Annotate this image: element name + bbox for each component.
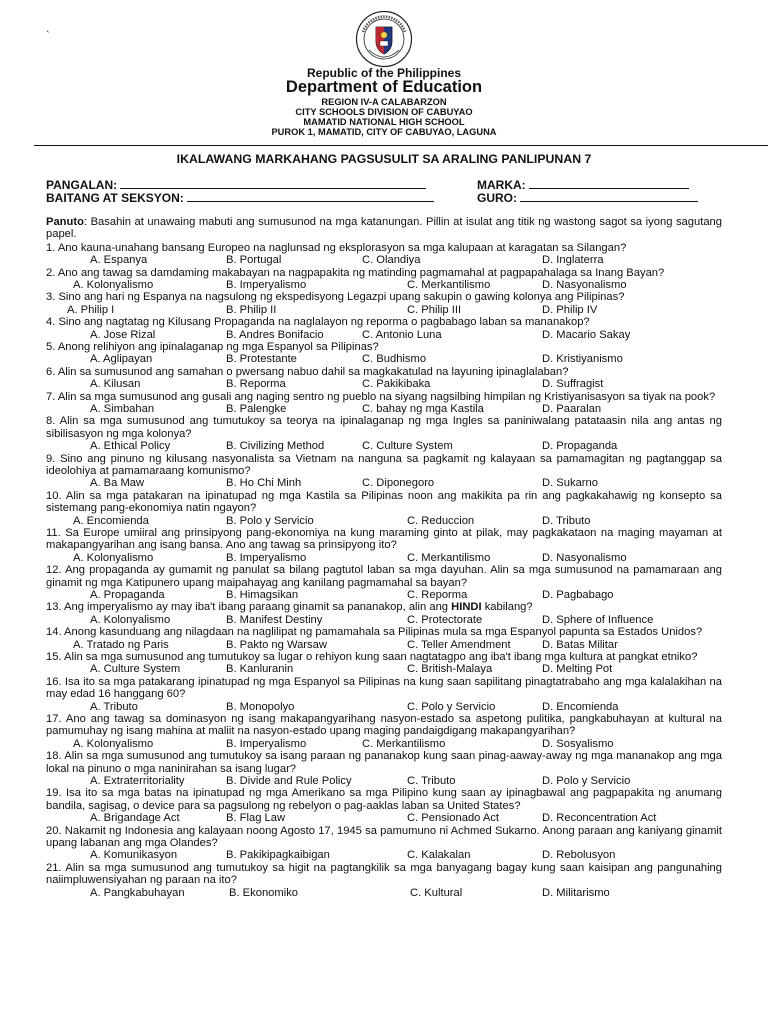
question-options: [46, 353, 722, 365]
question-options: [46, 440, 722, 452]
option-c[interactable]: C. Antonio Luna: [362, 328, 442, 341]
option-a[interactable]: A. Komunikasyon: [90, 849, 178, 862]
option-b[interactable]: B. Kanluranin: [226, 663, 294, 676]
option-b[interactable]: B. Reporma: [226, 378, 286, 391]
score-field[interactable]: [477, 178, 689, 192]
option-b[interactable]: B. Divide and Rule Policy: [226, 775, 352, 788]
option-a[interactable]: A. Simbahan: [90, 403, 155, 415]
option-c[interactable]: C. Budhismo: [362, 353, 427, 366]
question-text: 11. Sa Europe umiiral ang prinsipyong pang-ekonomiya na kung maraming ginto at pilak, may pagkakataon na maging mayaman at makapangyarihan ang isang bansa. Ano ang tawag sa prinsipyong ito?: [46, 527, 722, 552]
instructions-text: : Basahin at unawaing mabuti ang sumusunod na mga katanungan. Pillin at isulat ang titik ng wastong sagot sa iyong sagutang papel.: [46, 216, 722, 241]
instructions-label: Panuto: [46, 216, 84, 228]
option-d[interactable]: D. Nasyonalismo: [542, 279, 627, 292]
question-options: [46, 403, 722, 415]
option-c[interactable]: C. Kultural: [410, 886, 463, 899]
option-a[interactable]: A. Tributo: [90, 700, 138, 713]
question-options: [46, 304, 722, 316]
option-c[interactable]: C. Kalakalan: [407, 849, 471, 862]
option-b[interactable]: B. Manifest Destiny: [226, 613, 323, 626]
question-text: 19. Isa ito sa mga batas na ipinatupad ng mga Amerikano sa mga Pilipino kung saan ay ipinagbawal ang pagpapakita ng anumang bandila, sagisag, o device para sa pagsulong ng rebelyon o pag-aaklas laban sa United States?: [46, 787, 722, 812]
option-c[interactable]: C. Merkantilismo: [407, 551, 491, 564]
option-c[interactable]: C. Merkantilismo: [362, 737, 446, 750]
name-label: PANGALAN:: [46, 178, 118, 192]
option-a[interactable]: A. Philip I: [67, 303, 115, 316]
question-text: 6. Alin sa sumusunod ang samahan o pwersang nabuo dahil sa magkakatulad na layuning ipinaglalaban?: [46, 365, 569, 378]
question-options: [46, 614, 722, 626]
question-options: [46, 738, 722, 750]
question-options: [46, 887, 722, 899]
deped-seal-logo: [355, 10, 413, 68]
name-blank[interactable]: [120, 178, 426, 189]
option-a[interactable]: A. Ba Maw: [90, 477, 145, 490]
section-field[interactable]: [46, 191, 434, 205]
option-a[interactable]: A. Kolonyalismo: [90, 613, 171, 626]
question-text: 1. Ano kauna-unahang bansang Europeo na naglunsad ng eksplorasyon sa mga kalupaan at karagatan sa Silangan?: [46, 241, 627, 254]
option-b[interactable]: B. Imperyalismo: [226, 737, 307, 750]
teacher-field[interactable]: [477, 191, 698, 205]
option-a[interactable]: A. Ethical Policy: [90, 440, 171, 453]
region-line: REGION IV-A CALABARZON: [321, 97, 447, 107]
option-c[interactable]: C. Olandiya: [362, 254, 421, 267]
department-title: Department of Education: [285, 78, 483, 96]
option-b[interactable]: B. Polo y Servicio: [226, 514, 314, 527]
question-text: 8. Alin sa mga sumusunod ang tumutukoy sa teorya na ipinalaganap ng mga Ingles sa paniniwalang patataasin nila ang antas ng sibilisasyon ng mga kolonya?: [46, 415, 722, 440]
option-a[interactable]: A. Kilusan: [90, 378, 141, 391]
division-line: CITY SCHOOLS DIVISION OF CABUYAO: [295, 107, 473, 117]
option-d[interactable]: D. Reconcentration Act: [542, 812, 657, 825]
score-blank[interactable]: [529, 178, 689, 189]
republic-line: Republic of the Philippines: [306, 66, 461, 80]
header-divider: [34, 145, 768, 146]
option-a[interactable]: A. Kolonyalismo: [73, 551, 154, 564]
option-c[interactable]: C. Protectorate: [407, 613, 483, 626]
question-text: 10. Alin sa mga patakaran na ipinatupad ng mga Kastila sa Pilipinas noon ang makikita pa rin ang pagkakahawig ng konsepto sa sistemang pang-ekonomiya natin ngayon?: [46, 489, 722, 515]
option-d[interactable]: D. Philip IV: [542, 303, 598, 316]
question-text-part: 13. Ang imperyalismo ay may iba't ibang paraang ginamit sa pananakop, alin ang: [46, 601, 452, 614]
option-d[interactable]: D. Pagbabago: [542, 589, 614, 602]
option-a[interactable]: A. Tratado ng Paris: [73, 638, 169, 651]
question-options: [46, 378, 722, 390]
option-b[interactable]: B. Ho Chi Minh: [226, 477, 302, 490]
option-d[interactable]: D. Rebolusyon: [542, 849, 616, 862]
option-c[interactable]: C. Philip III: [407, 303, 462, 316]
option-a[interactable]: A. Propaganda: [90, 589, 165, 602]
option-d[interactable]: D. Batas Militar: [542, 638, 618, 651]
option-d[interactable]: D. Kristiyanismo: [542, 353, 623, 366]
question-text: 18. Alin sa mga sumusunod ang tumutukoy sa isang paraan ng pananakop kung saan pinag-aaway-away ng mga mananakop ang mga lokal na pinuno o mga naninirahan sa isang lugar?: [46, 750, 722, 775]
question-emphasis: HINDI: [451, 601, 482, 614]
option-b[interactable]: B. Monopolyo: [226, 700, 295, 713]
option-c[interactable]: C. Diponegoro: [362, 477, 435, 490]
section-label: BAITANG AT SEKSYON:: [46, 191, 184, 205]
option-a[interactable]: A. Pangkabuhayan: [90, 886, 185, 899]
question-options: [46, 701, 722, 713]
exam-body: [46, 216, 722, 899]
option-d[interactable]: D. Sosyalismo: [542, 737, 614, 750]
option-b[interactable]: B. Civilizing Method: [226, 440, 325, 453]
question-text: 9. Sino ang pinuno ng kilusang nasyonalista sa Vietnam na nanguna sa pagkamit ng kalayaan sa pamamagitan ng pagtanggap sa ideolohiya at pamamaraang komunismo?: [46, 452, 722, 477]
option-d[interactable]: D. Polo y Servicio: [542, 775, 631, 788]
question-text: 12. Ang propaganda ay gumamit ng panulat sa bilang pagtutol laban sa mga dayuhan. Alin sa mga sumusunod na pamamaraan ang ginamit ng mga Katipunero upang maipahayag ang kanilang pagmamahal sa bayan?: [46, 564, 722, 589]
question-options: [46, 552, 722, 564]
option-d[interactable]: D. Paaralan: [542, 403, 602, 415]
question-options: [46, 639, 722, 651]
question-text: 7. Alin sa mga sumusunod ang gusali ang naging sentro ng pueblo na siyang nagsilbing himpilan ng Kristiyanisasyon sa tiyak na pook?: [46, 390, 716, 403]
option-c[interactable]: C. Tributo: [407, 775, 456, 788]
option-d[interactable]: D. Tributo: [542, 514, 591, 527]
question-text: 20. Nakamit ng Indonesia ang kalayaan noong Agosto 17, 1945 sa pamumuno ni Achmed Sukarno. Anong paraan ang kaniyang ginamit upang labanan ang mga Olandes?: [46, 824, 722, 850]
option-c[interactable]: C. Teller Amendment: [407, 638, 511, 651]
question-text: 15. Alin sa mga sumusunod ang tumutukoy sa lugar o rehiyon kung saan nagtatagpo ang iba't ibang mga kultura at pangkat etniko?: [46, 651, 698, 663]
school-address: PUROK 1, MAMATID, CITY OF CABUYAO, LAGUNA: [271, 127, 497, 137]
option-b[interactable]: B. Imperyalismo: [226, 551, 307, 564]
option-c[interactable]: C. Merkantilismo: [407, 279, 491, 292]
option-c[interactable]: C. Reporma: [407, 589, 468, 602]
question-options: [46, 254, 722, 266]
option-b[interactable]: B. Himagsikan: [226, 589, 299, 602]
option-b[interactable]: B. Imperyalismo: [226, 279, 307, 292]
question-text: 17. Ano ang tawag sa dominasyon ng isang makapangyarihang nasyon-estado sa aspetong pulitika, pangkabuhayan at kultural na pamumuhay ng isang mahina at maliit na nasyon-estado upang maging pandaigdigang makapangyarihan?: [46, 713, 722, 738]
question-text: 2. Ano ang tawag sa damdaming makabayan na nagpapakita ng matinding pagmamahal at pagpapahalaga sa Inang Bayan?: [46, 266, 665, 279]
option-c[interactable]: C. Polo y Servicio: [407, 700, 496, 713]
option-b[interactable]: B. Pakto ng Warsaw: [226, 638, 327, 651]
teacher-label: GURO:: [477, 191, 517, 205]
score-label: MARKA:: [477, 178, 526, 192]
question-text: 3. Sino ang hari ng Espanya na nagsulong ng ekspedisyong Legazpi upang sakupin o gawing kolonya ang Pilipinas?: [46, 291, 625, 304]
option-c[interactable]: C. Pensionado Act: [407, 812, 500, 825]
question-text: 14. Anong kasunduang ang nilagdaan na naglilipat ng pamamahala sa Pilipinas mula sa mga Espanyol papunta sa Estados Unidos?: [46, 626, 703, 639]
option-c[interactable]: C. bahay ng mga Kastila: [362, 403, 484, 415]
question-options: [46, 477, 722, 489]
option-a[interactable]: A. Kolonyalismo: [73, 737, 154, 750]
option-a[interactable]: A. Kolonyalismo: [73, 279, 154, 292]
question-text: 5. Anong relihiyon ang ipinalaganap ng mga Espanyol sa Pilipinas?: [46, 341, 379, 353]
option-c[interactable]: C. Pakikibaka: [362, 378, 431, 391]
option-b[interactable]: B. Andres Bonifacio: [226, 328, 324, 341]
option-c[interactable]: C. British-Malaya: [407, 663, 493, 676]
question-options: [46, 279, 722, 291]
name-field[interactable]: [46, 178, 426, 192]
option-d[interactable]: D. Encomienda: [542, 700, 619, 713]
question-text: 21. Alin sa mga sumusunod ang tumutukoy sa higit na pagtangkilik sa mga banyagang bagay kung saan kaisipan ang pangunahing naiimpluwensiyahan ng paraan na ito?: [46, 861, 722, 887]
question-options: [46, 663, 722, 675]
option-a[interactable]: A. Aglipayan: [90, 353, 153, 366]
option-b[interactable]: B. Protestante: [226, 353, 297, 366]
option-d[interactable]: D. Nasyonalismo: [542, 551, 627, 564]
question-options: [46, 515, 722, 527]
option-d[interactable]: D. Macario Sakay: [542, 328, 631, 341]
question-text: 4. Sino ang nagtatag ng Kilusang Propaganda na naglalayon ng reporma o pagbabago laban sa mananakop?: [46, 316, 590, 329]
option-d[interactable]: D. Propaganda: [542, 440, 618, 453]
option-b[interactable]: B. Palengke: [226, 403, 287, 415]
option-a[interactable]: A. Encomienda: [73, 514, 149, 527]
option-d[interactable]: D. Militarismo: [542, 886, 610, 899]
option-c[interactable]: C. Reduccion: [407, 514, 475, 527]
question-text: [46, 601, 722, 613]
question-text-part: kabilang?: [481, 601, 533, 614]
option-b[interactable]: B. Pakikipagkaibigan: [226, 849, 330, 862]
option-a[interactable]: A. Extraterritoriality: [90, 775, 185, 788]
option-d[interactable]: D. Sukarno: [542, 477, 598, 490]
section-blank[interactable]: [187, 191, 434, 202]
option-d[interactable]: D. Inglaterra: [542, 254, 604, 267]
question-text: 16. Isa ito sa mga patakarang ipinatupad ng mga Espanyol sa Pilipinas na kung saan sapilitang pinagtatrabaho ang mga kalalakihan na may edad 16 hanggang 60?: [46, 675, 722, 701]
question-options: [46, 329, 722, 341]
option-d[interactable]: D. Suffragist: [542, 378, 604, 391]
option-d[interactable]: D. Melting Pot: [542, 663, 613, 676]
option-a[interactable]: A. Brigandage Act: [90, 812, 180, 825]
exam-title: IKALAWANG MARKAHANG PAGSUSULIT SA ARALING PANLIPUNAN 7: [176, 152, 592, 166]
option-b[interactable]: B. Flag Law: [226, 812, 286, 825]
question-options: [46, 589, 722, 601]
teacher-blank[interactable]: [520, 191, 698, 202]
question-options: [46, 849, 722, 861]
question-options: [46, 775, 722, 787]
option-a[interactable]: A. Culture System: [90, 663, 181, 676]
school-name: MAMATID NATIONAL HIGH SCHOOL: [303, 117, 465, 127]
option-c[interactable]: C. Culture System: [362, 440, 453, 453]
option-d[interactable]: D. Sphere of Influence: [542, 613, 654, 626]
option-a[interactable]: A. Espanya: [90, 254, 148, 267]
option-a[interactable]: A. Jose Rizal: [90, 328, 156, 341]
stray-mark: `: [46, 30, 50, 42]
question-options: [46, 812, 722, 824]
option-b[interactable]: B. Portugal: [226, 254, 282, 267]
instructions: [46, 216, 722, 241]
option-b[interactable]: B. Ekonomiko: [229, 886, 299, 899]
option-b[interactable]: B. Philip II: [226, 303, 277, 316]
